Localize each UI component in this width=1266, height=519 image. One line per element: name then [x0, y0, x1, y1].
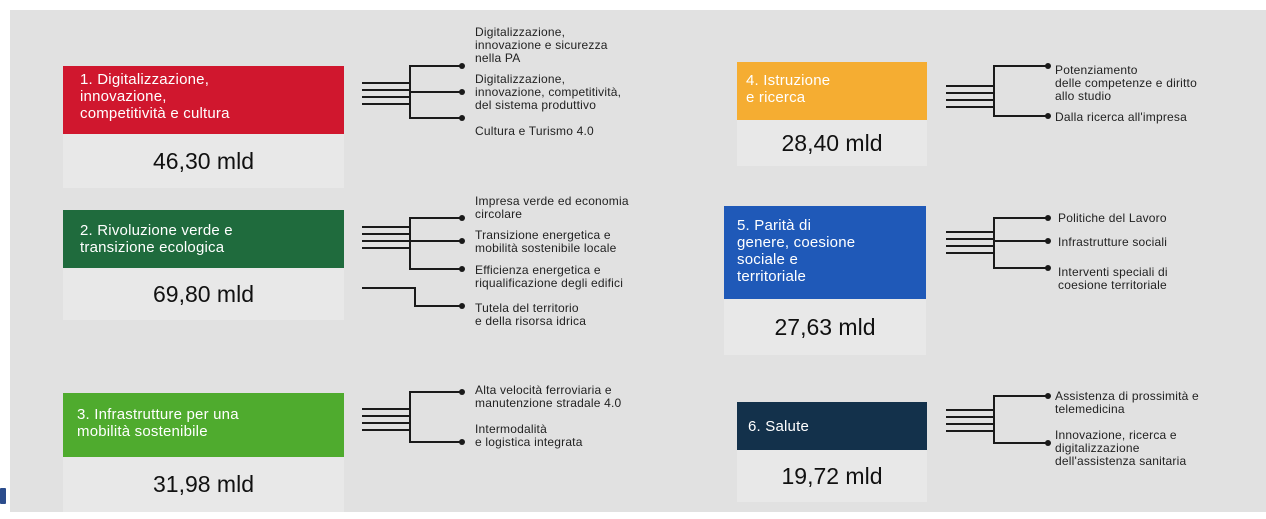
component-m3-1: [475, 384, 621, 410]
mission-2-title: [63, 210, 344, 268]
branch-m2: [410, 218, 460, 269]
text-line: nella PA: [475, 51, 521, 65]
component-m2-1: [475, 195, 629, 221]
text-line: 3. Infrastrutture per una: [77, 406, 239, 423]
dot-m3-2: [459, 439, 465, 445]
dot-m1-3: [459, 115, 465, 121]
component-m5-3: [1058, 266, 1168, 292]
mission-6-amount: 19,72 mld: [737, 450, 927, 502]
mission-6-title: [737, 402, 927, 450]
component-m5-1: [1058, 212, 1167, 225]
component-m4-2: [1055, 111, 1187, 124]
text-line: telemedicina: [1055, 402, 1125, 416]
mission-4-amount: 28,40 mld: [737, 120, 927, 166]
text-line: Innovazione, ricerca e: [1055, 428, 1177, 442]
text-line: 6. Salute: [748, 418, 810, 435]
component-m5-2: [1058, 236, 1167, 249]
component-m2-2: [475, 229, 616, 255]
dot-m1-1: [459, 63, 465, 69]
mission-5-amount: 27,63 mld: [724, 299, 926, 355]
text-line: Efficienza energetica e: [475, 263, 601, 277]
dot-m5-3: [1045, 265, 1051, 271]
bundle-m3: [362, 409, 410, 430]
text-line: Intermodalità: [475, 422, 547, 436]
dot-m3-1: [459, 389, 465, 395]
component-m1-2: [475, 73, 621, 112]
text-line: innovazione,: [80, 88, 167, 105]
text-line: riqualificazione degli edifici: [475, 276, 624, 290]
text-line: allo studio: [1055, 89, 1112, 103]
component-m3-2: [475, 423, 583, 449]
text-line: genere, coesione: [737, 234, 856, 251]
text-line: innovazione e sicurezza: [475, 38, 608, 52]
dot-m2-1: [459, 215, 465, 221]
text-line: 2. Rivoluzione verde e: [80, 222, 233, 239]
text-line: Transizione energetica e: [475, 228, 611, 242]
branch-m6: [994, 396, 1046, 443]
bottom-left-marker: [0, 488, 6, 504]
mission-3-title: [63, 393, 344, 457]
branch-m5: [994, 218, 1046, 268]
bundle-m5: [946, 232, 994, 253]
text-line: Dalla ricerca all'impresa: [1055, 110, 1187, 124]
dot-m5-2: [1045, 238, 1051, 244]
component-m1-1: [475, 26, 608, 65]
dot-m5-1: [1045, 215, 1051, 221]
dot-m2-3: [459, 266, 465, 272]
text-line: delle competenze e diritto: [1055, 76, 1197, 90]
mission-1-amount: 46,30 mld: [63, 134, 344, 188]
component-m2-4: [475, 302, 586, 328]
mission-4-title: [737, 62, 927, 120]
text-line: competitività e cultura: [80, 105, 230, 122]
bundle-m4: [946, 86, 994, 107]
text-line: 4. Istruzione: [746, 72, 831, 89]
bundle-m6: [946, 410, 994, 431]
text-line: coesione territoriale: [1058, 278, 1167, 292]
text-line: e logistica integrata: [475, 435, 583, 449]
component-m4-1: [1055, 64, 1197, 103]
text-line: Digitalizzazione,: [475, 72, 566, 86]
bundle-m2: [362, 227, 410, 248]
dot-m6-2: [1045, 440, 1051, 446]
text-line: del sistema produttivo: [475, 98, 597, 112]
component-m1-3: [475, 125, 594, 138]
text-line: e della risorsa idrica: [475, 314, 587, 328]
text-line: circolare: [475, 207, 523, 221]
text-line: e ricerca: [746, 89, 806, 106]
mission-2-amount: 69,80 mld: [63, 268, 344, 320]
mission-5-title: [724, 206, 926, 299]
dot-m2-4: [459, 303, 465, 309]
component-m6-1: [1055, 390, 1199, 416]
dot-m1-2: [459, 89, 465, 95]
text-line: transizione ecologica: [80, 239, 225, 256]
text-line: mobilità sostenibile: [77, 423, 208, 440]
text-line: Infrastrutture sociali: [1058, 235, 1168, 249]
branch-m3: [410, 392, 460, 442]
text-line: dell'assistenza sanitaria: [1055, 454, 1187, 468]
text-line: Politiche del Lavoro: [1058, 211, 1167, 225]
text-line: Potenziamento: [1055, 63, 1138, 77]
text-line: Impresa verde ed economia: [475, 194, 629, 208]
text-line: manutenzione stradale 4.0: [475, 396, 622, 410]
text-line: innovazione, competitività,: [475, 85, 622, 99]
text-line: territoriale: [737, 268, 807, 285]
dot-m6-1: [1045, 393, 1051, 399]
text-line: Alta velocità ferroviaria e: [475, 383, 612, 397]
mission-1-title: [63, 66, 344, 134]
dot-m4-1: [1045, 63, 1051, 69]
mission-3-amount: 31,98 mld: [63, 457, 344, 512]
text-line: Tutela del territorio: [475, 301, 579, 315]
text-line: 5. Parità di: [737, 217, 812, 234]
dot-m4-2: [1045, 113, 1051, 119]
text-line: digitalizzazione: [1055, 441, 1140, 455]
branch-m2-extra: [362, 288, 460, 306]
branch-m4: [994, 66, 1046, 116]
text-line: Assistenza di prossimità e: [1055, 389, 1199, 403]
text-line: Digitalizzazione,: [475, 25, 566, 39]
text-line: Interventi speciali di: [1058, 265, 1168, 279]
text-line: sociale e: [737, 251, 799, 268]
dot-m2-2: [459, 238, 465, 244]
text-line: 1. Digitalizzazione,: [80, 71, 210, 88]
component-m2-3: [475, 264, 623, 290]
component-m6-2: [1055, 429, 1186, 468]
text-line: Cultura e Turismo 4.0: [475, 124, 594, 138]
text-line: mobilità sostenibile locale: [475, 241, 617, 255]
bundle-m1: [362, 83, 410, 104]
branch-m1: [410, 66, 460, 118]
